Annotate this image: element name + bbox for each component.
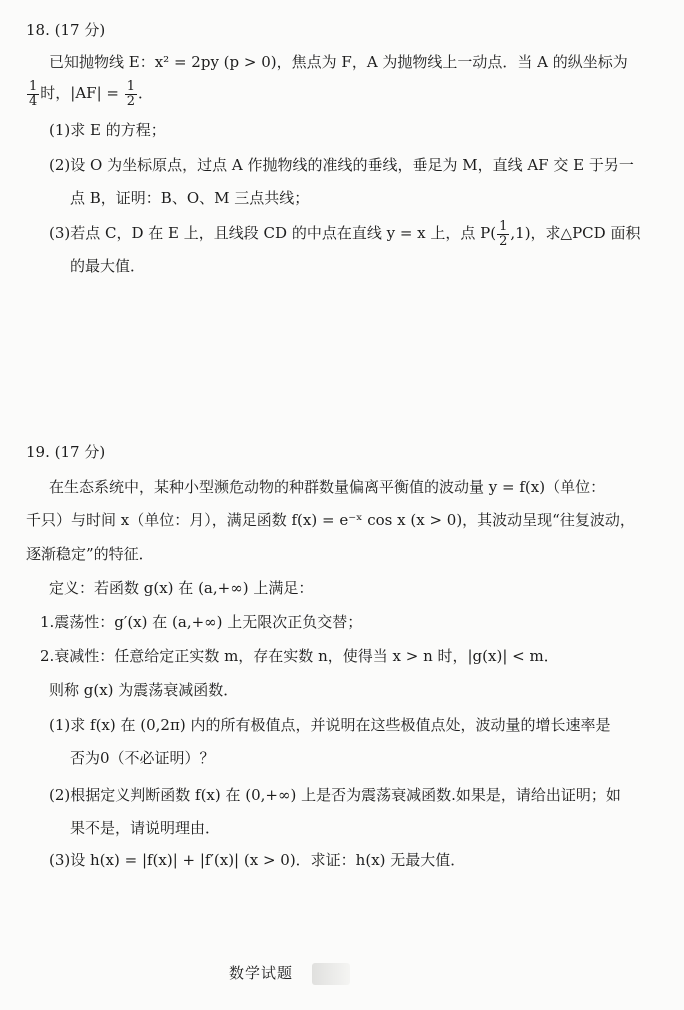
footer-label: 数学试题 (229, 964, 294, 982)
scan-smudge (312, 963, 350, 985)
q18-part3-line1: (3)若点 C，D 在 E 上，且线段 CD 的中点在直线 y = x 上，点 P( $\frac{1}{2}$ ,1)，求△PCD 面积 (49, 218, 641, 249)
fraction-quarter: $\frac{1}{4}$ (29, 78, 38, 109)
q19-part1-line1: (1)求 f(x) 在 (0,2π) 内的所有极值点，并说明在这些极值点处，波动量的增长速率是 (49, 716, 611, 734)
q18-intro-line2: $\frac{1}{4}$ 时，|AF| = $\frac{1}{2}$ ． (29, 78, 154, 109)
q19-definition: 定义：若函数 g(x) 在 (a,+∞) 上满足： (49, 579, 314, 597)
q18-part2-line1: (2)设 O 为坐标原点，过点 A 作抛物线的准线的垂线，垂足为 M，直线 AF 交 E 于另一 (49, 156, 634, 174)
q19-text-line2: 千只）与时间 x（单位：月），满足函数 f(x) = e⁻ˣ cos x (x > 0)，其波动呈现“往复波动， (26, 511, 635, 529)
q19-def-item2: 2.衰减性：任意给定正实数 m，存在实数 n，使得当 x > n 时，|g(x)| < m． (40, 647, 559, 665)
q18-part3-line2: 的最大值． (70, 257, 146, 275)
q19-part2-line1: (2)根据定义判断函数 f(x) 在 (0,+∞) 上是否为震荡衰减函数.如果是，请给出证明；如 (49, 786, 621, 804)
q19-part3: (3)设 h(x) = |f(x)| + |f′(x)| (x > 0)．求证：h(x) 无最大值． (49, 851, 466, 869)
q19-part1-line2: 否为0（不必证明）？ (70, 749, 215, 767)
q18-header: 18. (17 分) (26, 21, 106, 39)
q19-def-item1: 1.震荡性：g′(x) 在 (a,+∞) 上无限次正负交替； (40, 613, 363, 631)
fraction-half: $\frac{1}{2}$ (126, 78, 136, 109)
q19-text-line1: 在生态系统中，某种小型濒危动物的种群数量偏离平衡值的波动量 y = f(x)（单位： (49, 478, 606, 496)
q19-header: 19. (17 分) (26, 443, 106, 461)
q18-part2-line2: 点 B，证明：B、O、M 三点共线； (70, 189, 310, 207)
q19-def-conclusion: 则称 g(x) 为震荡衰减函数． (49, 681, 239, 699)
fraction-half: $\frac{1}{2}$ (499, 218, 508, 249)
q19-text-line3: 逐渐稳定”的特征． (26, 545, 154, 563)
q18-part1: (1)求 E 的方程； (49, 121, 166, 139)
q19-part2-line2: 果不是，请说明理由． (70, 819, 221, 837)
q18-intro-line1: 已知抛物线 E：x² = 2py (p > 0)，焦点为 F，A 为抛物线上一动点．当 A 的纵坐标为 (49, 53, 628, 71)
